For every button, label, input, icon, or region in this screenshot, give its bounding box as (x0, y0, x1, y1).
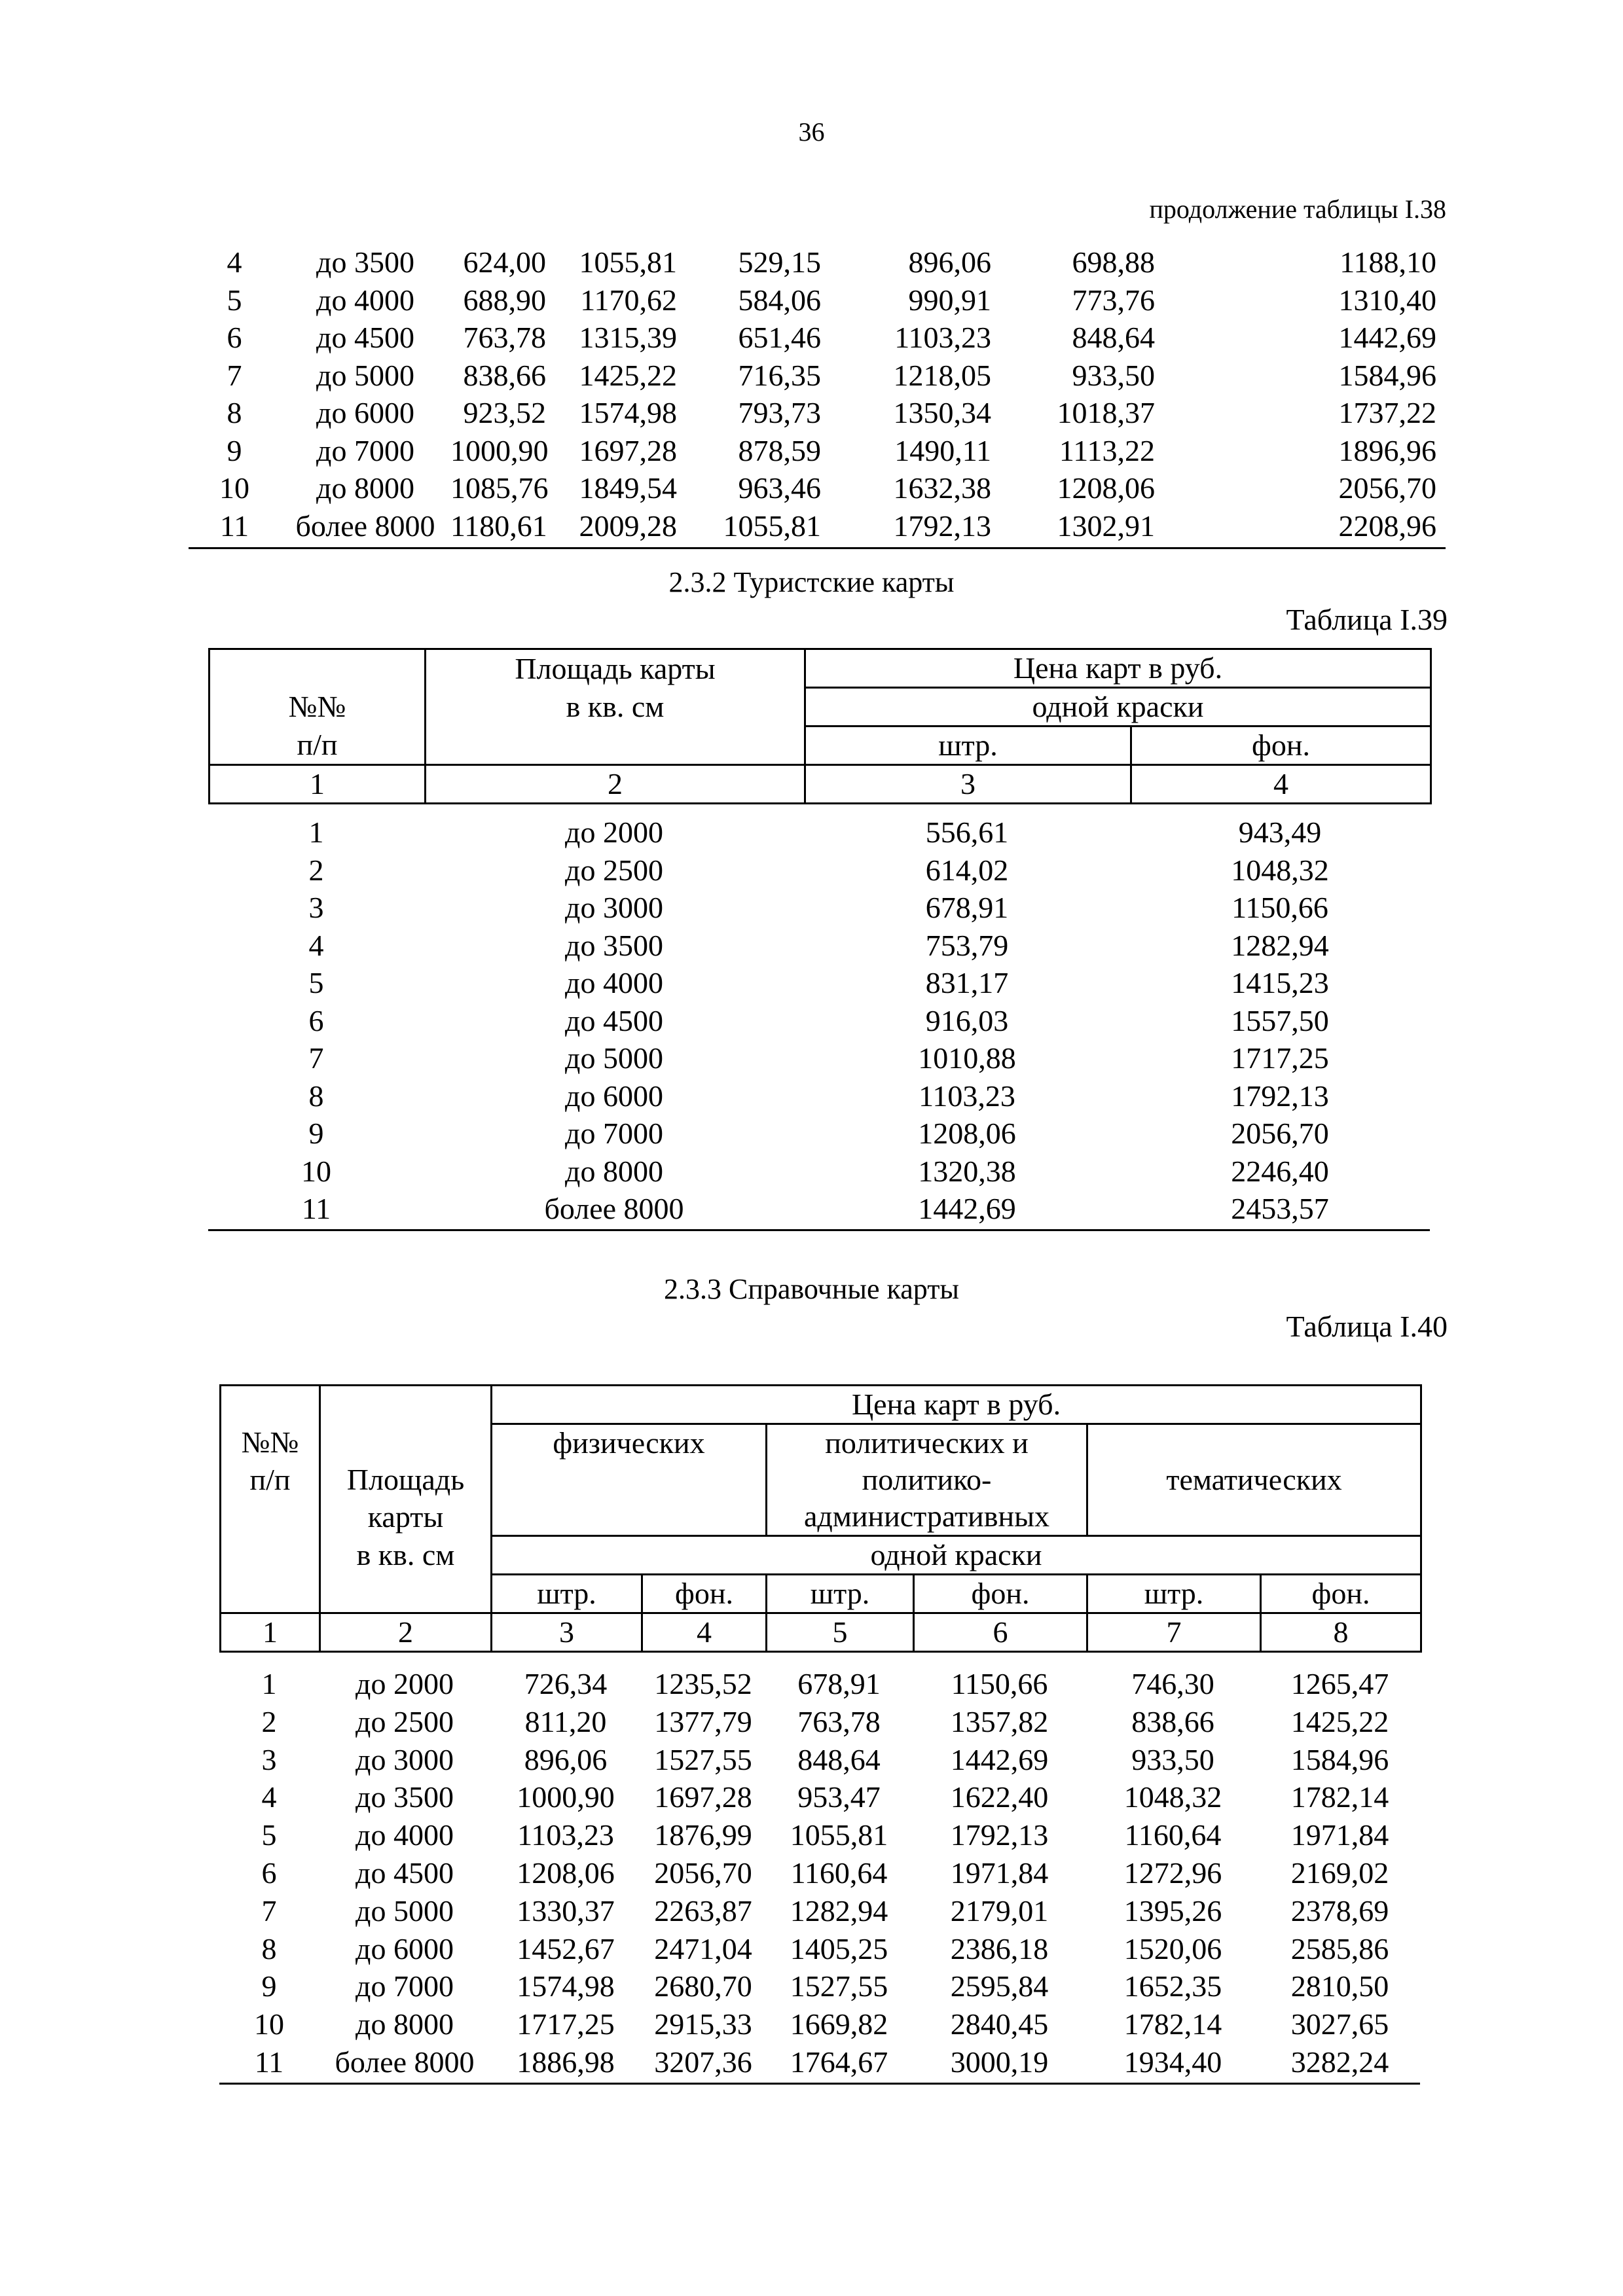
continuation-row (189, 432, 1446, 470)
table-cell: 1717,25 (517, 2007, 615, 2041)
tourist-row (208, 1190, 1430, 1228)
tourist-table-header (208, 648, 1432, 804)
reference-physical-header-blank-2 (492, 1498, 767, 1536)
table-cell: 716,35 (738, 358, 821, 392)
reference-thematic-fon-header: фон. (1261, 1575, 1421, 1613)
table-cell: 1792,13 (1231, 1079, 1329, 1113)
table-cell: 1934,40 (1123, 2045, 1222, 2079)
table-cell: 1520,06 (1123, 1931, 1222, 1965)
continuation-row (189, 243, 1446, 281)
table-cell: до 3500 (316, 245, 414, 279)
table-cell: до 2000 (356, 1667, 454, 1700)
table-cell: 1737,22 (1338, 396, 1436, 429)
table-cell: 2585,86 (1290, 1931, 1389, 1965)
table-cell: 3000,19 (950, 2045, 1049, 2079)
table-cell: 1622,40 (950, 1780, 1049, 1814)
table-cell: 1150,66 (1231, 891, 1328, 924)
section-title-tourist: 2.3.2 Туристские карты (668, 566, 955, 598)
reference-row (219, 1665, 1420, 1703)
reference-col-number-2: 2 (320, 1613, 492, 1652)
table-cell: 1208,06 (918, 1117, 1016, 1150)
table-cell: 2810,50 (1290, 1969, 1389, 2003)
table-cell: 5 (261, 1818, 277, 1852)
table-cell: 1971,84 (950, 1856, 1049, 1890)
table-cell: 2208,96 (1338, 509, 1436, 543)
tourist-area-header-line2: в кв. см (426, 688, 805, 726)
table-cell: 1886,98 (517, 2045, 615, 2079)
reference-political-header-line2: политико- (767, 1462, 1087, 1498)
reference-area-header-blank-2 (320, 1575, 492, 1613)
table-cell: 1113,22 (1059, 433, 1155, 467)
table-cell: до 8000 (565, 1154, 663, 1188)
section-title-reference: 2.3.3 Справочные карты (664, 1273, 959, 1305)
reference-num-header-line2: п/п (221, 1462, 320, 1498)
reference-row (219, 1892, 1420, 1930)
reference-row (219, 1703, 1420, 1741)
table-cell: 678,91 (797, 1667, 881, 1700)
table-cell: 763,78 (797, 1704, 881, 1738)
table-cell: 753,79 (925, 928, 1009, 962)
table-cell: 4 (308, 928, 324, 962)
table-cell: 1442,69 (1338, 321, 1436, 354)
table-cell: 2378,69 (1290, 1893, 1389, 1928)
reference-num-header-blank-3 (221, 1575, 320, 1613)
reference-area-header-top (320, 1386, 492, 1424)
table-cell: 2453,57 (1231, 1192, 1329, 1225)
table-cell: 1180,61 (450, 509, 547, 543)
table-cell: 878,59 (738, 433, 821, 467)
table-cell: 2471,04 (654, 1931, 752, 1965)
table-cell: 1764,67 (790, 2045, 888, 2079)
continuation-row (189, 507, 1446, 545)
table-cell: 8 (308, 1079, 324, 1113)
table-cell: до 8000 (356, 2007, 454, 2041)
tourist-row (208, 1153, 1430, 1191)
table-cell: 923,52 (463, 396, 546, 429)
table-cell: 5 (308, 966, 324, 999)
table-cell: 990,91 (908, 283, 991, 317)
reference-row (219, 1930, 1420, 1968)
table-cell: 614,02 (925, 853, 1009, 887)
table-cell: 1265,47 (1290, 1667, 1389, 1700)
table-cell: 1792,13 (893, 509, 991, 543)
table-cell: 6 (261, 1856, 277, 1890)
table-cell: 1320,38 (918, 1154, 1016, 1188)
reference-physical-header: физических (492, 1424, 767, 1462)
tourist-col-number-2: 2 (426, 765, 805, 804)
reference-thematic-header-blank-2 (1087, 1498, 1421, 1536)
table-cell: до 6000 (316, 396, 414, 429)
table-cell: 2 (261, 1704, 277, 1738)
tourist-col-number-3: 3 (805, 765, 1131, 804)
reference-table-body (219, 1665, 1420, 2081)
reference-thematic-shtr-header: штр. (1087, 1575, 1261, 1613)
table-cell: 916,03 (925, 1003, 1009, 1037)
reference-col-number-8: 8 (1261, 1613, 1421, 1652)
table-cell: 1425,22 (579, 358, 677, 392)
continuation-row (189, 469, 1446, 507)
reference-row (219, 1741, 1420, 1779)
table-cell: 9 (227, 433, 242, 467)
table-cell: 3 (261, 1742, 277, 1776)
tourist-bottom-rule (208, 1229, 1430, 1231)
table-cell: 1315,39 (579, 321, 677, 354)
table-cell: 1782,14 (1123, 2007, 1222, 2041)
table-cell: 933,50 (1131, 1742, 1214, 1776)
table-cell: 651,46 (738, 321, 821, 354)
table-cell: 1218,05 (893, 358, 991, 392)
table-cell: до 2500 (565, 853, 663, 887)
table-cell: 2263,87 (654, 1893, 752, 1928)
table-cell: 2169,02 (1290, 1856, 1389, 1890)
table-cell: 7 (308, 1041, 324, 1075)
table-cell: 3207,36 (654, 2045, 752, 2079)
table-cell: 1425,22 (1290, 1704, 1389, 1738)
table-cell: до 2000 (565, 816, 663, 849)
tourist-row (208, 1039, 1430, 1077)
table-cell: 2915,33 (654, 2007, 752, 2041)
tourist-area-header-blank (426, 726, 805, 765)
table-cell: до 3000 (356, 1742, 454, 1776)
table-cell: 1310,40 (1338, 283, 1436, 317)
table-cell: 838,66 (1131, 1704, 1214, 1738)
table-cell: до 3500 (565, 928, 663, 962)
reference-col-number-4: 4 (642, 1613, 767, 1652)
table-cell: 1055,81 (790, 1818, 888, 1852)
table-cell: 1000,90 (517, 1780, 615, 1814)
table-cell: 1048,32 (1231, 853, 1329, 887)
table-cell: 1415,23 (1231, 966, 1329, 999)
table-cell: до 5000 (316, 358, 414, 392)
table-cell: 1048,32 (1123, 1780, 1222, 1814)
table-cell: 2056,70 (1231, 1117, 1329, 1150)
continuation-row (189, 357, 1446, 395)
table-cell: 10 (301, 1154, 331, 1188)
table-cell: 10 (219, 471, 249, 505)
tourist-area-header-line1: Площадь карты (426, 649, 805, 688)
table-cell: 726,34 (524, 1667, 608, 1700)
table-caption-i39: Таблица I.39 (1286, 603, 1448, 636)
table-cell: 1395,26 (1123, 1893, 1222, 1928)
continuation-bottom-rule (189, 547, 1446, 549)
reference-thematic-header: тематических (1087, 1462, 1421, 1498)
table-cell: до 6000 (565, 1079, 663, 1113)
reference-row (219, 1854, 1420, 1892)
table-cell: 1782,14 (1290, 1780, 1389, 1814)
table-cell: 763,78 (463, 321, 546, 354)
reference-political-header-line3: административных (767, 1498, 1087, 1536)
table-cell: 1000,90 (450, 433, 549, 467)
table-cell: 1442,69 (950, 1742, 1049, 1776)
table-cell: 8 (227, 396, 242, 429)
table-cell: 1350,34 (893, 396, 991, 429)
reference-price-header: Цена карт в руб. (492, 1386, 1421, 1424)
reference-col-number-1: 1 (221, 1613, 320, 1652)
reference-num-header-line1: №№ (221, 1424, 320, 1462)
table-cell: 1876,99 (654, 1818, 752, 1852)
table-cell: 6 (308, 1003, 324, 1037)
table-cell: до 4000 (316, 283, 414, 317)
reference-row (219, 1816, 1420, 1854)
tourist-col-number-1: 1 (210, 765, 426, 804)
table-cell: 624,00 (463, 245, 546, 279)
reference-physical-shtr-header: штр. (492, 1575, 642, 1613)
table-cell: 1971,84 (1290, 1818, 1389, 1852)
table-cell: 746,30 (1131, 1667, 1214, 1700)
tourist-num-header-top (210, 649, 426, 688)
table-cell: 848,64 (1072, 321, 1155, 354)
table-cell: 11 (219, 509, 249, 543)
table-cell: 1 (261, 1667, 277, 1700)
table-cell: 3282,24 (1290, 2045, 1389, 2079)
table-cell: 11 (254, 2045, 284, 2079)
tourist-row (208, 1077, 1430, 1115)
continuation-row (189, 281, 1446, 319)
table-cell: до 4500 (356, 1856, 454, 1890)
table-cell: 1160,64 (1124, 1818, 1222, 1852)
table-cell: до 4000 (356, 1818, 454, 1852)
tourist-table-body (208, 814, 1430, 1228)
table-cell: 4 (227, 245, 242, 279)
table-cell: 1188,10 (1340, 245, 1436, 279)
table-caption-i40: Таблица I.40 (1286, 1310, 1448, 1343)
table-cell: 1574,98 (517, 1969, 615, 2003)
table-cell: 1010,88 (918, 1041, 1016, 1075)
tourist-row (208, 1002, 1430, 1040)
reference-col-number-3: 3 (492, 1613, 642, 1652)
reference-row (219, 1778, 1420, 1816)
table-cell: 9 (308, 1117, 324, 1150)
table-cell: 1669,82 (790, 2007, 888, 2041)
table-cell: 9 (261, 1969, 277, 2003)
tourist-row (208, 814, 1430, 852)
table-cell: 943,49 (1238, 816, 1322, 849)
reference-col-number-6: 6 (914, 1613, 1087, 1652)
table-cell: 2179,01 (950, 1893, 1049, 1928)
table-cell: до 5000 (356, 1893, 454, 1928)
table-cell: 3 (308, 891, 324, 924)
table-cell: 1896,96 (1338, 433, 1436, 467)
table-cell: 1272,96 (1123, 1856, 1222, 1890)
table-cell: 1442,69 (918, 1192, 1016, 1225)
table-cell: 1085,76 (450, 471, 549, 505)
reference-physical-header-blank (492, 1462, 767, 1498)
table-cell: 773,76 (1072, 283, 1155, 317)
tourist-col-number-4: 4 (1131, 765, 1431, 804)
table-cell: до 4500 (565, 1003, 663, 1037)
table-cell: 963,46 (738, 471, 821, 505)
table-cell: 1357,82 (950, 1704, 1049, 1738)
table-cell: 1160,64 (790, 1856, 888, 1890)
table-cell: 1584,96 (1338, 358, 1436, 392)
table-cell: 1584,96 (1290, 1742, 1389, 1776)
table-cell: более 8000 (544, 1192, 684, 1225)
table-cell: 2680,70 (654, 1969, 752, 2003)
table-cell: 2009,28 (579, 509, 677, 543)
table-cell: 1632,38 (893, 471, 991, 505)
table-cell: 1849,54 (579, 471, 677, 505)
tourist-row (208, 927, 1430, 965)
reference-num-header-blank (221, 1498, 320, 1536)
table-cell: 5 (227, 283, 242, 317)
reference-area-header-line2: карты (320, 1498, 492, 1536)
table-cell: 1330,37 (517, 1893, 615, 1928)
table-cell: 11 (301, 1192, 331, 1225)
table-cell: 896,06 (908, 245, 991, 279)
table-cell: 1103,23 (919, 1079, 1015, 1113)
table-cell: 1 (308, 816, 324, 849)
table-cell: 529,15 (738, 245, 821, 279)
table-cell: более 8000 (295, 509, 435, 543)
reference-area-header-line3: в кв. см (320, 1536, 492, 1575)
table-cell: 1574,98 (579, 396, 677, 429)
table-cell: 1377,79 (654, 1704, 752, 1738)
table-cell: 1282,94 (790, 1893, 888, 1928)
table-cell: 1557,50 (1231, 1003, 1329, 1037)
table-cell: 933,50 (1072, 358, 1155, 392)
reference-num-header-top (221, 1386, 320, 1424)
table-cell: до 5000 (565, 1041, 663, 1075)
continuation-row (189, 394, 1446, 432)
table-cell: 1697,28 (654, 1780, 752, 1814)
table-cell: 1652,35 (1123, 1969, 1222, 2003)
reference-col-number-5: 5 (767, 1613, 914, 1652)
reference-bottom-rule (219, 2083, 1420, 2085)
table-cell: 7 (227, 358, 242, 392)
table-cell: 2595,84 (950, 1969, 1049, 2003)
reference-one-color-header: одной краски (492, 1536, 1421, 1575)
table-cell: 896,06 (524, 1742, 608, 1776)
table-cell: до 7000 (356, 1969, 454, 2003)
table-cell: до 4000 (565, 966, 663, 999)
continuation-row (189, 319, 1446, 357)
table-cell: до 4500 (316, 321, 414, 354)
table-cell: 1452,67 (517, 1931, 615, 1965)
table-cell: 688,90 (463, 283, 546, 317)
reference-political-fon-header: фон. (914, 1575, 1087, 1613)
reference-physical-fon-header: фон. (642, 1575, 767, 1613)
table-cell: 1697,28 (579, 433, 677, 467)
reference-table-header (219, 1384, 1422, 1653)
reference-political-shtr-header: штр. (767, 1575, 914, 1613)
reference-col-number-7: 7 (1087, 1613, 1261, 1652)
table-cell: 1103,23 (894, 321, 991, 354)
table-cell: 1055,81 (579, 245, 677, 279)
tourist-num-header-line2: п/п (210, 726, 426, 765)
table-cell: 831,17 (925, 966, 1009, 999)
table-cell: 8 (261, 1931, 277, 1965)
table-cell: 10 (254, 2007, 284, 2041)
reference-thematic-header-blank (1087, 1424, 1421, 1462)
reference-row (219, 2005, 1420, 2043)
tourist-price-header: Цена карт в руб. (805, 649, 1431, 688)
table-cell: 1018,37 (1057, 396, 1155, 429)
table-cell: 838,66 (463, 358, 546, 392)
tourist-num-header-line1: №№ (210, 688, 426, 726)
table-cell: 6 (227, 321, 242, 354)
table-cell: до 8000 (316, 471, 414, 505)
table-cell: 2056,70 (1338, 471, 1436, 505)
table-cell: до 7000 (565, 1117, 663, 1150)
reference-num-header-blank-2 (221, 1536, 320, 1575)
table-cell: 584,06 (738, 283, 821, 317)
page-number: 36 (798, 117, 825, 147)
table-cell: до 3000 (565, 891, 663, 924)
table-cell: 811,20 (524, 1704, 607, 1738)
table-cell: до 2500 (356, 1704, 454, 1738)
table-cell: 1170,62 (580, 283, 677, 317)
tourist-one-color-header: одной краски (805, 688, 1431, 726)
table-cell: 1717,25 (1231, 1041, 1329, 1075)
table-cell: до 6000 (356, 1931, 454, 1965)
table-cell: 698,88 (1072, 245, 1155, 279)
table-cell: 3027,65 (1290, 2007, 1389, 2041)
tourist-shtr-header: штр. (805, 726, 1131, 765)
table-cell: 1405,25 (790, 1931, 888, 1965)
reference-political-header-line1: политических и (767, 1424, 1087, 1462)
tourist-fon-header: фон. (1131, 726, 1431, 765)
table-cell: 2386,18 (950, 1931, 1049, 1965)
continuation-caption: продолжение таблицы I.38 (1149, 194, 1446, 224)
table-cell: 2056,70 (654, 1856, 752, 1890)
table-cell: 556,61 (925, 816, 1009, 849)
reference-row (219, 2043, 1420, 2081)
table-cell: 1282,94 (1231, 928, 1329, 962)
reference-row (219, 1967, 1420, 2005)
table-cell: 1527,55 (790, 1969, 888, 2003)
table-cell: 4 (261, 1780, 277, 1814)
reference-area-header-blank (320, 1424, 492, 1462)
table-cell: 1150,66 (951, 1667, 1048, 1700)
tourist-row (208, 1115, 1430, 1153)
table-cell: 1235,52 (654, 1667, 752, 1700)
table-cell: 1208,06 (1057, 471, 1155, 505)
table-cell: 1055,81 (723, 509, 821, 543)
table-cell: 2840,45 (950, 2007, 1049, 2041)
tourist-row (208, 889, 1430, 927)
table-cell: 1208,06 (517, 1856, 615, 1890)
continuation-table (189, 243, 1446, 545)
table-cell: более 8000 (335, 2045, 475, 2079)
tourist-row (208, 964, 1430, 1002)
table-cell: 953,47 (797, 1780, 881, 1814)
table-cell: 793,73 (738, 396, 821, 429)
reference-area-header-line1: Площадь (320, 1462, 492, 1498)
table-cell: 1103,23 (517, 1818, 614, 1852)
table-cell: 1302,91 (1057, 509, 1155, 543)
table-cell: 1527,55 (654, 1742, 752, 1776)
table-cell: 2 (308, 853, 324, 887)
tourist-row (208, 852, 1430, 889)
table-cell: 848,64 (797, 1742, 881, 1776)
table-cell: 7 (261, 1893, 277, 1928)
table-cell: до 7000 (316, 433, 414, 467)
table-cell: 1792,13 (950, 1818, 1049, 1852)
table-cell: 678,91 (925, 891, 1009, 924)
table-cell: 1490,11 (894, 433, 991, 467)
table-cell: до 3500 (356, 1780, 454, 1814)
table-cell: 2246,40 (1231, 1154, 1329, 1188)
